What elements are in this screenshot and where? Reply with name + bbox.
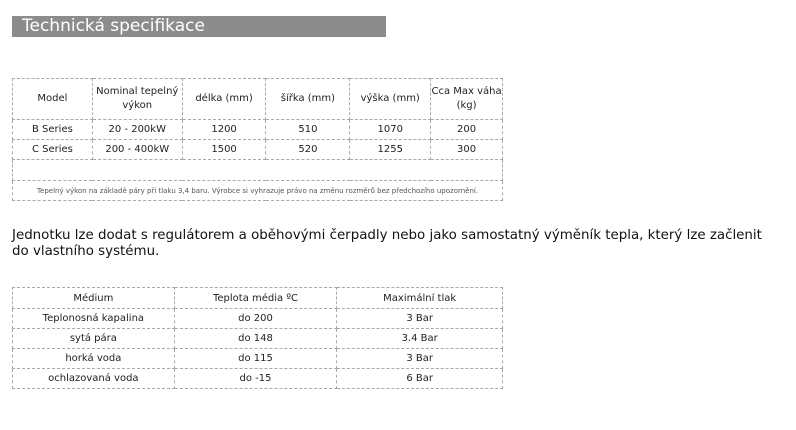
table-cell: sytá pára [13,329,175,349]
table-cell: do 200 [174,309,337,329]
blank-cell [13,160,503,181]
table-cell: 200 - 400kW [92,140,182,160]
table-row [13,329,503,349]
table-cell: C Series [13,140,93,160]
table-cell: B Series [13,120,93,140]
table-cell: 3.4 Bar [337,329,503,349]
section-heading: Technická specifikace [22,16,205,36]
table-cell: do 148 [174,329,337,349]
table-row [13,120,503,140]
table-cell: 1255 [350,140,431,160]
table-row [13,349,503,369]
table-cell: 1200 [182,120,266,140]
table-cell: 6 Bar [337,369,503,389]
medium-header-temperature: Teplota média ºC [174,288,337,309]
spec-header-model: Model [13,79,93,120]
spec-header-weight: Cca Max váha (kg) [431,79,503,120]
medium-table-header-row [13,288,503,309]
medium-table [12,287,503,389]
spec-table-header-row [13,79,503,120]
table-cell: 3 Bar [337,349,503,369]
table-cell: Teplonosná kapalina [13,309,175,329]
table-cell: ochlazovaná voda [13,369,175,389]
spec-table [12,78,503,201]
spec-table-blank-row [13,160,503,181]
table-cell: 520 [266,140,350,160]
table-cell: do -15 [174,369,337,389]
spec-header-power: Nominal tepelný výkon [92,79,182,120]
spec-header-height: výška (mm) [350,79,431,120]
table-cell: horká voda [13,349,175,369]
description-paragraph: Jednotku lze dodat s regulátorem a oběhovými čerpadly nebo jako samostatný výměník tepla, který lze začlenit do vlastního systému. [12,228,762,259]
spec-header-length: délka (mm) [182,79,266,120]
table-row [13,369,503,389]
table-cell: 1500 [182,140,266,160]
table-cell: 1070 [350,120,431,140]
table-cell: 300 [431,140,503,160]
table-cell: 200 [431,120,503,140]
table-cell: 510 [266,120,350,140]
table-cell: 3 Bar [337,309,503,329]
medium-header-medium: Médium [13,288,175,309]
spec-header-width: šířka (mm) [266,79,350,120]
spec-table-note: Tepelný výkon na základě páry při tlaku 3,4 baru. Výrobce si vyhrazuje právo na změnu rozměrů bez předchozího upozornění. [13,181,503,201]
spec-table-note-row [13,181,503,201]
table-cell: do 115 [174,349,337,369]
table-row [13,140,503,160]
table-row [13,309,503,329]
table-cell: 20 - 200kW [92,120,182,140]
medium-header-pressure: Maximální tlak [337,288,503,309]
